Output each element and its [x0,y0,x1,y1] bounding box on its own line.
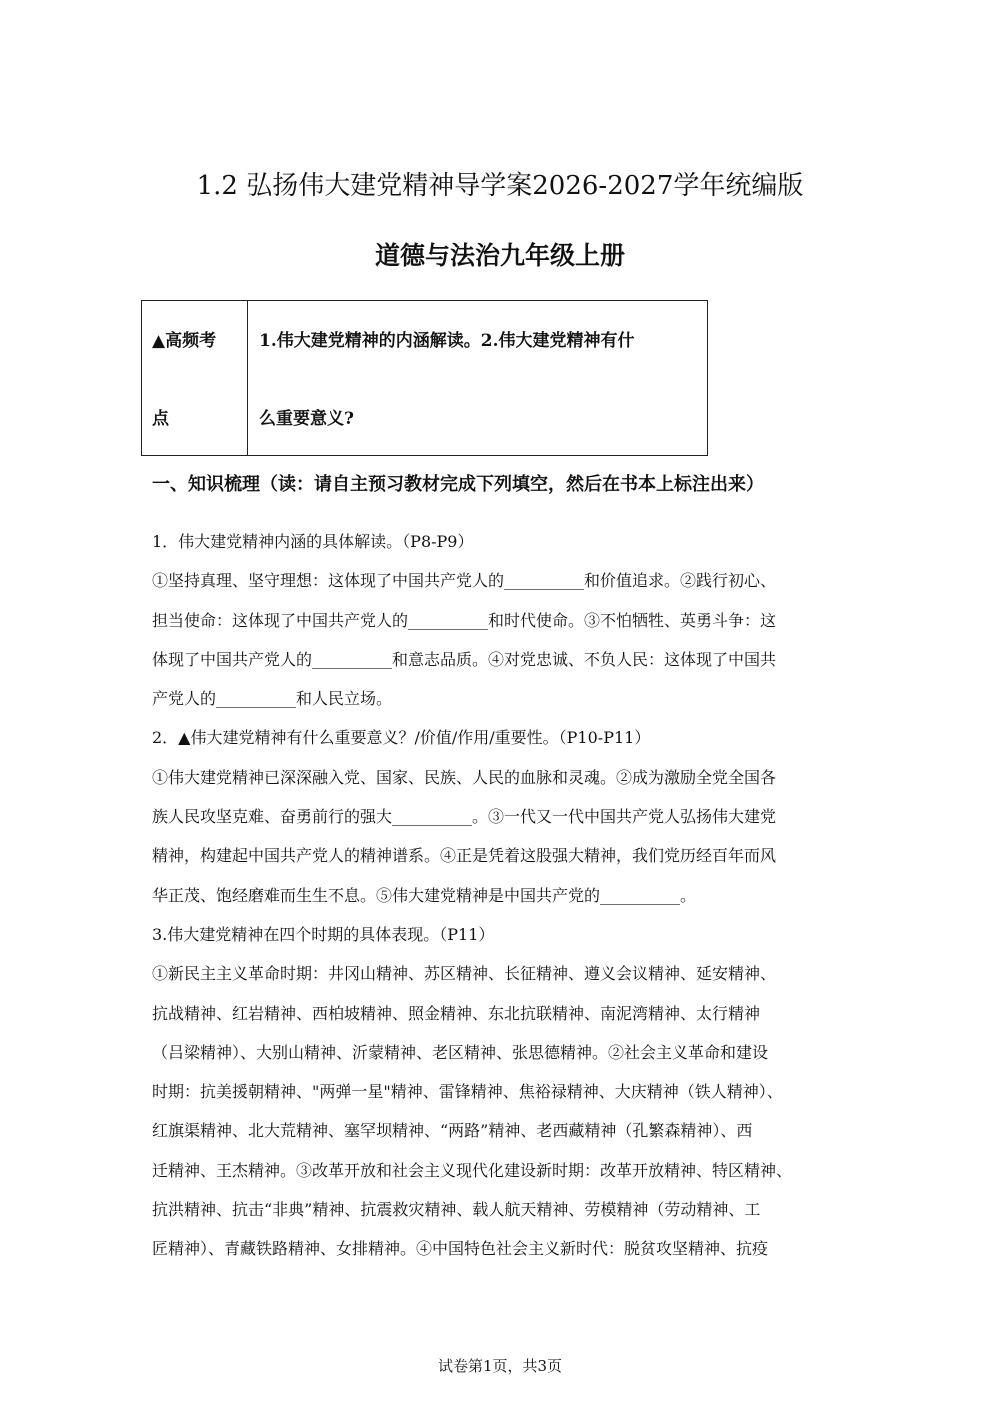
content-line: 族人民攻坚克难、奋勇前行的强大__________。③一代又一代中国共产党人弘扬伟大建党 [152,807,777,827]
key-points-label-line1: ▲高频考 [152,331,217,351]
section-heading: 一、知识梳理（读：请自主预习教材完成下列填空，然后在书本上标注出来） [152,474,764,495]
content-line: ①伟大建党精神已深深融入党、国家、民族、人民的血脉和灵魂。②成为激励全党全国各 [152,767,777,787]
key-points-table [141,300,708,456]
key-points-text-line1: 1.伟大建党精神的内涵解读。2.伟大建党精神有什 [259,331,635,351]
content-line: 体现了中国共产党人的__________和意志品质。④对党忠诚、不负人民：这体现了中国共 [152,649,777,669]
content-line: 红旗渠精神、北大荒精神、塞罕坝精神、“两路”精神、老西藏精神（孔繁森精神）、西 [152,1121,753,1141]
key-points-text-cell [248,301,707,455]
content-line: 2．▲伟大建党精神有什么重要意义？/价值/作用/重要性。（P10-P11） [152,728,651,748]
section-content [152,522,852,1269]
content-line: 精神，构建起中国共产党人的精神谱系。④正是凭着这股强大精神，我们党历经百年而风 [152,846,777,866]
content-line: 抗洪精神、抗击“非典”精神、抗震救灾精神、载人航天精神、劳模精神（劳动精神、工 [152,1200,761,1220]
content-line: 产党人的__________和人民立场。 [152,689,393,709]
content-line: 匠精神）、青藏铁路精神、女排精神。④中国特色社会主义新时代：脱贫攻坚精神、抗疫 [152,1239,769,1259]
content-line: 华正茂、饱经磨难而生生不息。⑤伟大建党精神是中国共产党的__________。 [152,885,697,905]
content-line: 时期：抗美援朝精神、"两弹一星"精神、雷锋精神、焦裕禄精神、大庆精神（铁人精神）、 [152,1082,783,1102]
page-footer: 试卷第1页，共3页 [437,1357,563,1375]
content-line: ①坚持真理、坚守理想：这体现了中国共产党人的__________和价值追求。②践行初心、 [152,571,777,591]
key-points-label-cell [142,301,248,455]
key-points-text-line2: 么重要意义? [259,409,354,429]
document-title: 1.2 弘扬伟大建党精神导学案2026-2027学年统编版 [196,171,804,201]
content-line: （吕梁精神）、大别山精神、沂蒙精神、老区精神、张思德精神。②社会主义革命和建设 [152,1042,769,1062]
content-line: 抗战精神、红岩精神、西柏坡精神、照金精神、东北抗联精神、南泥湾精神、太行精神 [152,1003,761,1023]
content-line: 3.伟大建党精神在四个时期的具体表现。（P11） [152,924,495,944]
content-line: 迁精神、王杰精神。③改革开放和社会主义现代化建设新时期：改革开放精神、特区精神、 [152,1160,793,1180]
content-line: 担当使命：这体现了中国共产党人的__________和时代使命。③不怕牺牲、英勇斗争：这 [152,610,777,630]
content-line: 1．伟大建党精神内涵的具体解读。（P8-P9） [152,532,474,551]
document-subtitle: 道德与法治九年级上册 [374,241,625,270]
key-points-label-line2: 点 [152,409,169,429]
content-line: ①新民主主义革命时期：井冈山精神、苏区精神、长征精神、遵义会议精神、延安精神、 [152,964,777,984]
